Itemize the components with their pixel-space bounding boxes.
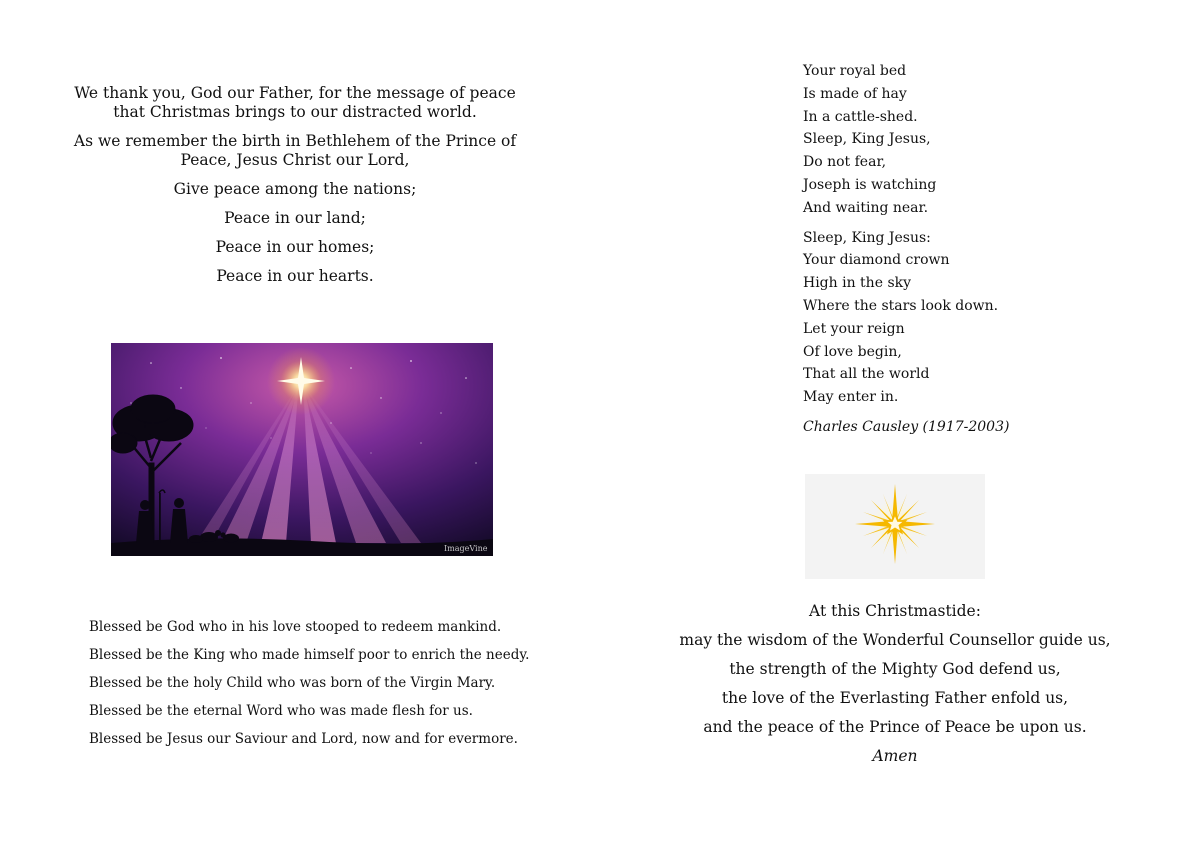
poem-author: Charles Causley (1917-2003) bbox=[803, 418, 1010, 435]
closing-line: the love of the Everlasting Father enfold us, bbox=[721, 689, 1069, 707]
blessing-line: Blessed be the eternal Word who was made flesh for us. bbox=[89, 703, 473, 719]
poem-line: Is made of hay bbox=[803, 85, 907, 102]
closing-blessing bbox=[660, 597, 1130, 771]
blessing-line: Blessed be the King who made himself poor to enrich the needy. bbox=[89, 647, 530, 663]
prayer-line: As we remember the birth in Bethlehem of the Prince of Peace, Jesus Christ our Lord, bbox=[73, 132, 517, 169]
blessings-list bbox=[89, 613, 569, 753]
poem-line: May enter in. bbox=[803, 389, 899, 406]
blessing-line: Blessed be Jesus our Saviour and Lord, now and for evermore. bbox=[89, 731, 518, 747]
gold-star-icon bbox=[805, 474, 985, 579]
poem-line: Your royal bed bbox=[803, 63, 907, 79]
poem-line: High in the sky bbox=[803, 275, 912, 292]
poem-line: Let your reign bbox=[803, 320, 905, 337]
poem-line: Your diamond crown bbox=[803, 252, 950, 269]
closing-line: may the wisdom of the Wonderful Counsellor guide us, bbox=[679, 631, 1111, 649]
poem-stanza-1 bbox=[803, 60, 1063, 220]
blessing-line: Blessed be the holy Child who was born of the Virgin Mary. bbox=[89, 675, 496, 691]
poem-line: Do not fear, bbox=[803, 154, 887, 171]
image-credit: ImageVine bbox=[444, 544, 488, 553]
poem-stanza-2 bbox=[803, 227, 1063, 409]
poem-line: Sleep, King Jesus, bbox=[803, 131, 931, 148]
poem bbox=[803, 60, 1063, 439]
poem-line: And waiting near. bbox=[803, 199, 929, 216]
poem-line: That all the world bbox=[803, 366, 930, 383]
blessing-line: Blessed be God who in his love stooped to redeem mankind. bbox=[89, 619, 502, 635]
christmas-prayer bbox=[60, 84, 530, 296]
poem-line: In a cattle-shed. bbox=[803, 108, 918, 125]
nativity-night-star-image bbox=[111, 343, 493, 556]
prayer-line: Peace in our homes; bbox=[215, 238, 375, 256]
closing-line: and the peace of the Prince of Peace be upon us. bbox=[703, 718, 1087, 736]
amen: Amen bbox=[872, 747, 918, 765]
right-page bbox=[600, 0, 1200, 849]
poem-line: Of love begin, bbox=[803, 343, 902, 360]
prayer-line: Peace in our land; bbox=[224, 209, 366, 227]
prayer-line: Give peace among the nations; bbox=[173, 180, 417, 198]
poem-line: Sleep, King Jesus: bbox=[803, 229, 931, 246]
prayer-line: We thank you, God our Father, for the message of peace that Christmas brings to our distracted world. bbox=[74, 84, 516, 121]
poem-line: Where the stars look down. bbox=[803, 297, 999, 314]
closing-line: the strength of the Mighty God defend us, bbox=[729, 660, 1061, 678]
prayer-line: Peace in our hearts. bbox=[216, 267, 374, 285]
poem-line: Joseph is watching bbox=[803, 176, 937, 193]
closing-line: At this Christmastide: bbox=[809, 602, 981, 620]
